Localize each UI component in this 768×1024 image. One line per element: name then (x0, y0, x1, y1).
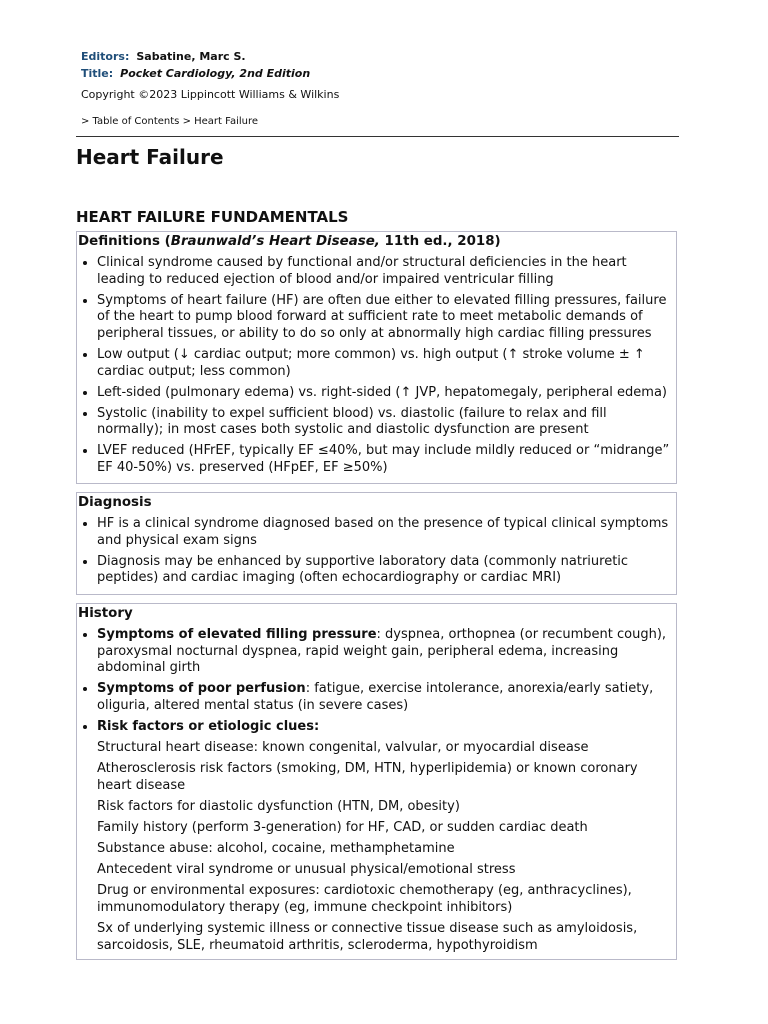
history-box (76, 603, 677, 960)
editors-row (81, 48, 310, 65)
definitions-heading: Definitions (Braunwald’s Heart Disease, 11th ed., 2018) (78, 234, 501, 249)
divider (76, 136, 679, 137)
risk-factor-item: Antecedent viral syndrome or unusual physical/emotional stress (97, 862, 516, 878)
diagnosis-box (76, 492, 677, 595)
diagnosis-heading: Diagnosis (78, 495, 152, 510)
history-list (78, 627, 674, 954)
risk-factor-item: Risk factors for diastolic dysfunction (HTN, DM, obesity) (97, 798, 460, 814)
risk-factor-item: Atherosclerosis risk factors (smoking, DM, HTN, hyperlipidemia) or known coronary heart disease (97, 761, 638, 793)
breadcrumb[interactable]: > Table of Contents > Heart Failure (81, 116, 259, 127)
section-title: HEART FAILURE FUNDAMENTALS (76, 208, 349, 226)
list-item: • Low output (↓ cardiac output; more common) vs. high output (↑ stroke volume ± ↑ cardiac output; less common) (97, 347, 674, 380)
list-item: • Risk factors or etiologic clues: (97, 719, 674, 736)
risk-factor-item: Structural heart disease: known congenital, valvular, or myocardial disease (97, 740, 589, 756)
list-item: • Left-sided (pulmonary edema) vs. right-sided (↑ JVP, hepatomegaly, peripheral edema) (97, 385, 674, 402)
editors-value: Sabatine, Marc S. (136, 50, 246, 63)
definitions-list (78, 255, 674, 477)
list-item: • Clinical syndrome caused by functional and/or structural deficiencies in the heart leading to reduced ejection of blood and/or impaired ventricular filling (97, 255, 674, 288)
diagnosis-list (78, 516, 674, 587)
title-label: Title: (81, 67, 114, 80)
risk-factor-item: Family history (perform 3-generation) for HF, CAD, or sudden cardiac death (97, 819, 588, 835)
book-title: Pocket Cardiology, 2nd Edition (120, 67, 311, 80)
risk-factor-item: Drug or environmental exposures: cardiotoxic chemotherapy (eg, anthracyclines), immunomodulatory therapy (eg, immune checkpoint inhibitors) (97, 883, 632, 915)
list-item: • Diagnosis may be enhanced by supportive laboratory data (commonly natriuretic peptides) and cardiac imaging (often echocardiography or cardiac MRI) (97, 554, 674, 587)
copyright: Copyright ©2023 Lippincott Williams & Wilkins (81, 88, 340, 101)
page-title: Heart Failure (76, 145, 224, 169)
list-item: • Systolic (inability to expel sufficient blood) vs. diastolic (failure to relax and fill normally); in most cases both systolic and diastolic dysfunction are present (97, 406, 674, 439)
book-metadata (81, 48, 310, 82)
list-item: • LVEF reduced (HFrEF, typically EF ≤40%, but may include mildly reduced or “midrange” EF 40-50%) vs. preserved (HFpEF, EF ≥50%) (97, 443, 674, 476)
risk-factor-item: Substance abuse: alcohol, cocaine, methamphetamine (97, 841, 455, 857)
list-item: • Symptoms of heart failure (HF) are often due either to elevated filling pressures, failure of the heart to pump blood forward at sufficient rate to meet metabolic demands of peripheral tissues, or ability to do so only at abnormally high cardiac filling pressures (97, 293, 674, 343)
definitions-box (76, 231, 677, 484)
list-item: • HF is a clinical syndrome diagnosed based on the presence of typical clinical symptoms and physical exam signs (97, 516, 674, 549)
risk-factor-item: Sx of underlying systemic illness or connective tissue disease such as amyloidosis, sarcoidosis, SLE, rheumatoid arthritis, scleroderma, hypothyroidism (97, 920, 638, 953)
list-item: • Symptoms of elevated filling pressure: dyspnea, orthopnea (or recumbent cough), paroxysmal nocturnal dyspnea, rapid weight gain, peripheral edema, increasing abdominal girth (97, 627, 674, 677)
list-item: • Symptoms of poor perfusion: fatigue, exercise intolerance, anorexia/early satiety, oliguria, altered mental status (in severe cases) (97, 681, 674, 714)
history-heading: History (78, 606, 133, 621)
title-row (81, 65, 310, 82)
editors-label: Editors: (81, 50, 130, 63)
